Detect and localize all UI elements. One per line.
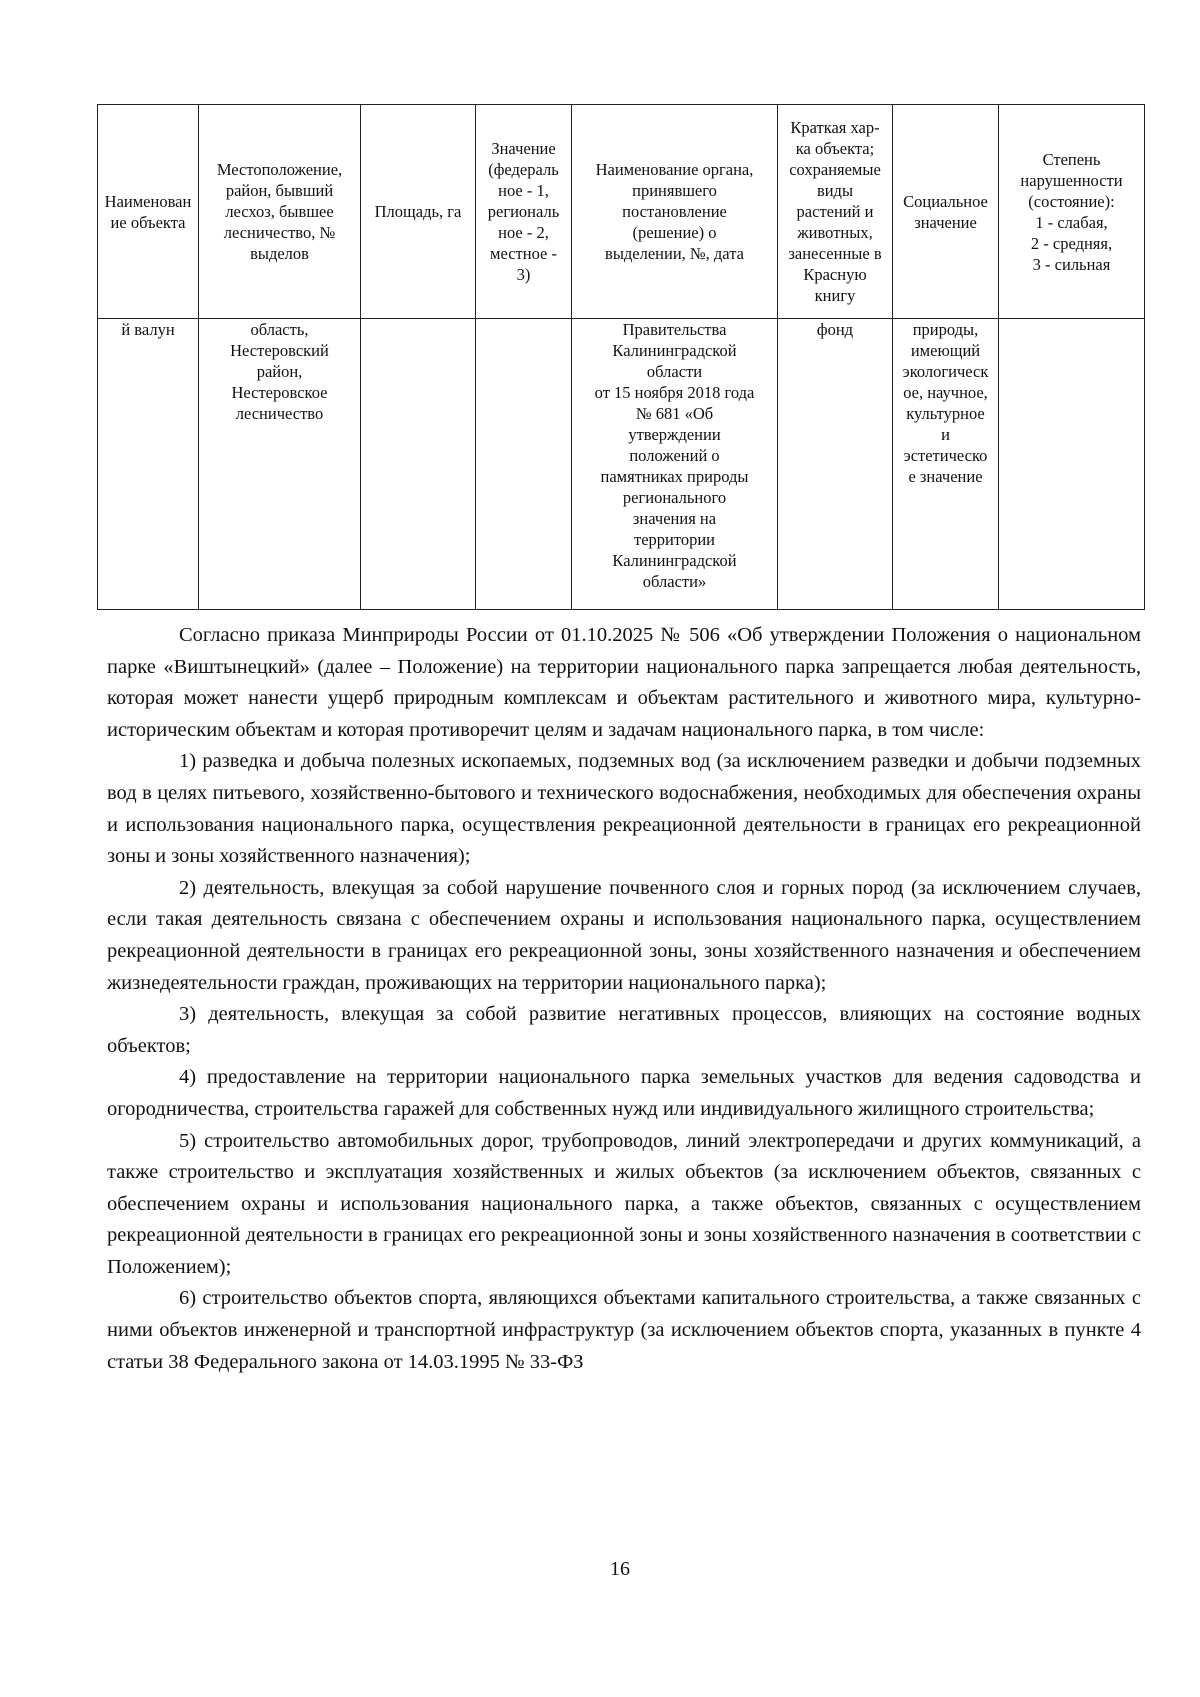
header-object-name: Наименован ие объекта [98, 105, 199, 319]
table-row [98, 319, 1145, 610]
header-social-value: Социальное значение [893, 105, 999, 319]
cell-disturbance [999, 319, 1145, 610]
cell-significance [476, 319, 572, 610]
cell-authority: Правительства Калининградской области от 15 ноября 2018 года № 681 «Об утверждении положений о памятниках природы регионального значения на территории Калининградской области» [572, 319, 778, 610]
paragraph-intro: Согласно приказа Минприроды России от 01.10.2025 № 506 «Об утверждении Положения о национальном парке «Виштынецкий» (далее – Положение) на территории национального парка запрещается любая деятельность, которая может нанести ущерб природным комплексам и объектам растительного и животного мира, культурно-историческим объектам и которая противоречит целям и задачам национального парка, в том числе: [107, 624, 1141, 741]
page-number: 16 [610, 1558, 630, 1580]
protected-objects-table [97, 104, 1145, 610]
cell-social-value: природы, имеющий экологическ ое, научное, культурное и эстетическо е значение [893, 319, 999, 610]
paragraph-item-4: 4) предоставление на территории национального парка земельных участков для ведения садоводства и огородничества, строительства гаражей для собственных нужд или индивидуального жилищного строительства; [107, 1066, 1141, 1120]
paragraph-item-2: 2) деятельность, влекущая за собой нарушение почвенного слоя и горных пород (за исключением случаев, если такая деятельность связана с обеспечением охраны и использования национального парка, осуществлением рекреационной деятельности в границах его рекреационной зоны, зоны хозяйственного назначения и обеспечением жизнедеятельности граждан, проживающих на территории национального парка); [107, 876, 1141, 994]
header-location: Местоположение, район, бывший лесхоз, бывшее лесничество, № выделов [199, 105, 361, 319]
cell-object-name: й валун [98, 319, 199, 610]
body-text [107, 620, 1141, 1378]
paragraph-item-1: 1) разведка и добыча полезных ископаемых, подземных вод (за исключением разведки и добычи подземных вод в целях питьевого, хозяйственно-бытового и технического водоснабжения, необходимых для обеспечения охраны и использования национального парка, осуществления рекреационной деятельности в границах его рекреационной зоны и зоны хозяйственного назначения); [107, 750, 1141, 868]
table-header-row [98, 105, 1145, 319]
paragraph-item-6: 6) строительство объектов спорта, являющихся объектами капитального строительства, а также связанных с ними объектов инженерной и транспортной инфраструктур (за исключением объектов спорта, указанных в пункте 4 статьи 38 Федерального закона от 14.03.1995 № 33-ФЗ [107, 1287, 1141, 1373]
cell-characteristics: фонд [778, 319, 893, 610]
paragraph-item-3: 3) деятельность, влекущая за собой развитие негативных процессов, влияющих на состояние водных объектов; [107, 1003, 1141, 1057]
header-significance: Значение (федераль ное - 1, региональ ное - 2, местное - 3) [476, 105, 572, 319]
header-disturbance: Степень нарушенности (состояние): 1 - слабая, 2 - средняя, 3 - сильная [999, 105, 1145, 319]
cell-location: область, Нестеровский район, Нестеровское лесничество [199, 319, 361, 610]
header-area: Площадь, га [361, 105, 476, 319]
paragraph-item-5: 5) строительство автомобильных дорог, трубопроводов, линий электропередачи и других коммуникаций, а также строительство и эксплуатация хозяйственных и жилых объектов (за исключением объектов, связанных с обеспечением охраны и использования национального парка, а также объектов, связанных с осуществлением рекреационной деятельности в границах его рекреационной зоны и зоны хозяйственного назначения в соответствии с Положением); [107, 1129, 1141, 1278]
header-characteristics: Краткая хар- ка объекта; сохраняемые виды растений и животных, занесенные в Красную книгу [778, 105, 893, 319]
cell-area [361, 319, 476, 610]
header-authority: Наименование органа, принявшего постановление (решение) о выделении, №, дата [572, 105, 778, 319]
